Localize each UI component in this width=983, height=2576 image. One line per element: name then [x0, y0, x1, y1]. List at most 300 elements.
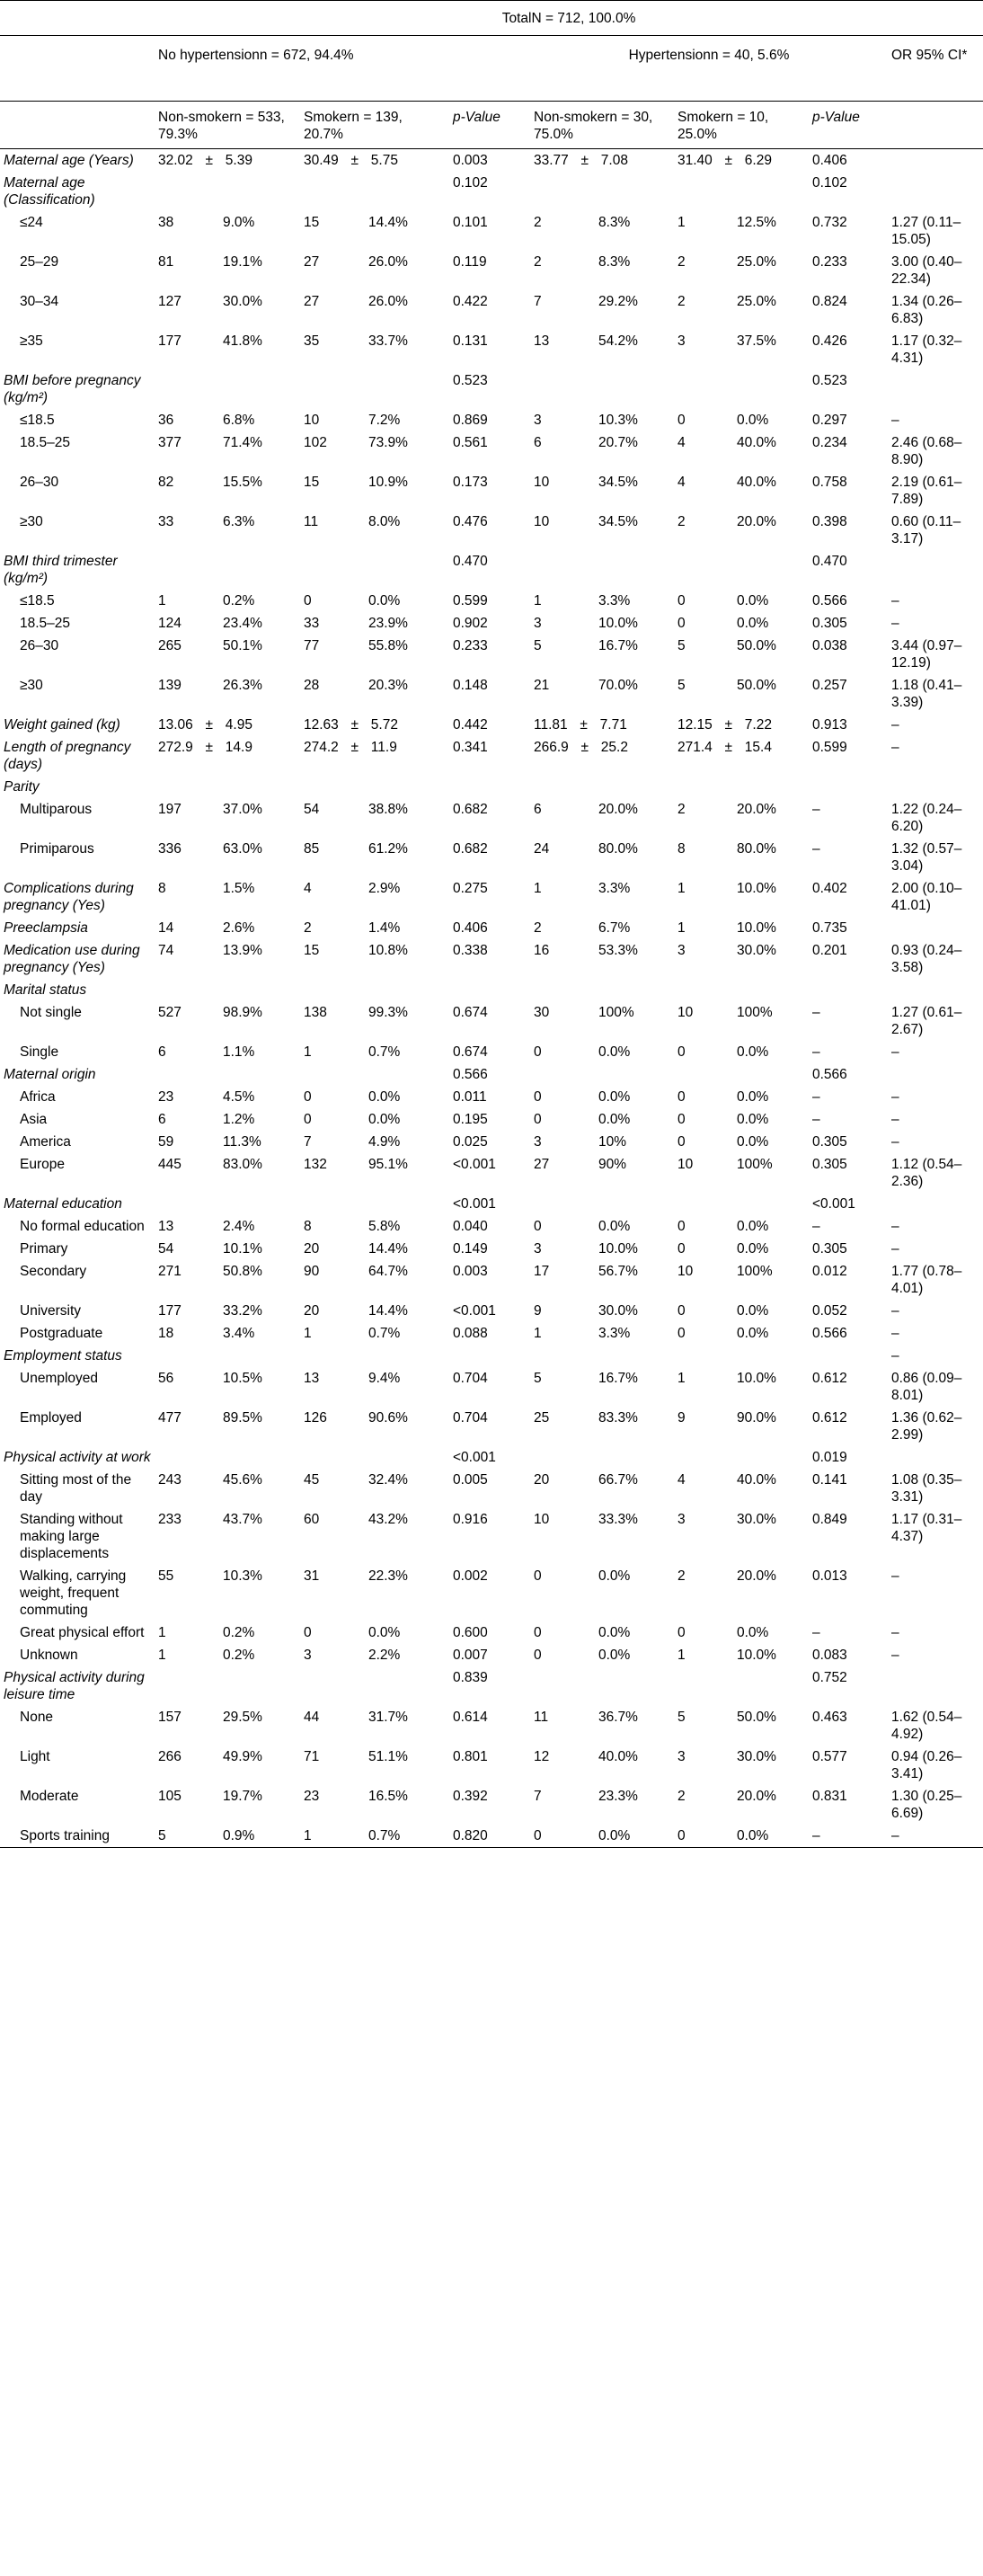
row-label: ≤18.5 — [20, 593, 55, 608]
row-label: No formal education — [20, 1219, 145, 1234]
nonsmoker-nohtn-pct: 1.2% — [223, 1112, 255, 1127]
odds-ratio: 1.22 (0.24–6.20) — [891, 802, 962, 834]
table-row — [0, 172, 983, 211]
nonsmoker-htn-pct: 20.0% — [598, 802, 638, 817]
row-label: ≤24 — [20, 215, 43, 230]
odds-ratio: – — [891, 1134, 899, 1150]
row-label: Walking, carrying weight, frequent commuting — [20, 1568, 127, 1618]
sd-value: 5.72 — [370, 717, 398, 733]
nonsmoker-nohtn-n: 74 — [158, 943, 174, 958]
pvalue-nohtn: 0.011 — [453, 1089, 487, 1105]
sd-value: 5.75 — [370, 153, 398, 168]
nonsmoker-htn-pct: 53.3% — [598, 943, 638, 958]
nonsmoker-nohtn-mean — [155, 736, 300, 776]
table-cell — [733, 1193, 809, 1215]
table-row — [0, 1666, 983, 1706]
pvalue-nohtn: 0.476 — [453, 514, 488, 529]
nonsmoker-htn-pct: 0.0% — [598, 1625, 631, 1640]
odds-ratio: – — [888, 1825, 983, 1848]
odds-ratio: 2.19 (0.61–7.89) — [891, 475, 962, 507]
odds-ratio: – — [891, 1625, 899, 1640]
mean-value: 30.49 — [304, 153, 339, 168]
nonsmoker-nohtn-pct: 10.3% — [223, 1568, 262, 1584]
nonsmoker-htn-n: 17 — [534, 1264, 550, 1279]
smoker-nohtn-pct: 8.0% — [368, 514, 401, 529]
table-cell — [300, 369, 365, 409]
table-cell — [530, 776, 595, 798]
odds-ratio: 0.93 (0.24–3.58) — [891, 943, 962, 975]
table-row — [0, 471, 983, 511]
odds-ratio: – — [891, 413, 899, 428]
smoker-nohtn-pct: 0.7% — [368, 1326, 401, 1341]
table-row — [0, 1345, 983, 1367]
table-cell — [300, 172, 365, 211]
nonsmoker-htn-pct: 3.3% — [598, 881, 631, 896]
nonsmoker-htn-n: 0 — [534, 1568, 542, 1584]
plus-minus-sign: ± — [580, 717, 588, 733]
nonsmoker-nohtn-n: 56 — [158, 1371, 174, 1386]
smoker-htn-pct: 10.0% — [737, 920, 776, 936]
nonsmoker-htn-pct: 70.0% — [598, 678, 638, 693]
table-cell — [365, 776, 449, 798]
or-header: OR 95% CI* — [888, 36, 983, 102]
pvalue-nohtn: 0.600 — [453, 1625, 488, 1640]
smoker-nohtn-pct: 26.0% — [368, 254, 408, 270]
pvalue-nohtn: <0.001 — [453, 1450, 496, 1465]
row-label: None — [20, 1710, 54, 1725]
smoker-nohtn-n: 85 — [304, 841, 320, 857]
smoker-htn-n: 2 — [677, 294, 686, 309]
nonsmoker-nohtn-n: 55 — [158, 1568, 174, 1584]
table-cell — [155, 776, 219, 798]
category-label: Physical activity at work — [4, 1450, 151, 1465]
pvalue-htn: – — [812, 802, 820, 817]
header-row-groups — [0, 36, 983, 102]
smoker-htn-n: 2 — [677, 254, 686, 270]
nonsmoker-htn-pct: 33.3% — [598, 1512, 638, 1527]
nonsmoker-nohtn-pct: 11.3% — [223, 1134, 261, 1150]
table-cell — [155, 550, 219, 590]
nonsmoker-nohtn-pct: 10.1% — [223, 1241, 262, 1257]
nonsmoker-nohtn-n: 377 — [158, 435, 182, 450]
nonsmoker-htn-pct: 10.3% — [598, 413, 638, 428]
odds-ratio — [888, 550, 983, 590]
pvalue-htn: 0.012 — [812, 1264, 847, 1279]
plus-minus-sign: ± — [205, 717, 214, 733]
pvalue-nohtn: 0.025 — [453, 1134, 488, 1150]
nonsmoker-nohtn-pct: 0.2% — [223, 1648, 255, 1663]
nonsmoker-htn-n: 0 — [534, 1219, 542, 1234]
smoker-htn-pct: 0.0% — [737, 616, 769, 631]
table-cell — [300, 550, 365, 590]
nonsmoker-nohtn-n: 527 — [158, 1005, 182, 1020]
nonsmoker-htn-n: 2 — [534, 254, 542, 270]
smoker-nohtn-pct: 95.1% — [368, 1157, 408, 1172]
nonsmoker-nohtn-pct: 98.9% — [223, 1005, 262, 1020]
smoker-htn-n: 3 — [677, 1749, 686, 1764]
odds-ratio: 1.12 (0.54–2.36) — [891, 1157, 962, 1189]
pvalue-nohtn: 0.002 — [453, 1568, 488, 1584]
category-label: Maternal origin — [4, 1067, 96, 1082]
table-cell — [300, 1666, 365, 1706]
row-label: Asia — [20, 1112, 48, 1127]
table-cell — [674, 1446, 733, 1469]
nonsmoker-nohtn-pct: 37.0% — [223, 802, 262, 817]
pvalue-htn: <0.001 — [812, 1196, 855, 1212]
table-row — [0, 736, 983, 776]
table-cell — [155, 979, 219, 1001]
plus-minus-sign: ± — [205, 153, 214, 168]
mean-value: 271.4 — [677, 740, 713, 755]
smoker-nohtn-n: 15 — [304, 475, 320, 490]
table-cell — [595, 1345, 674, 1367]
nonsmoker-nohtn-pct: 13.9% — [223, 943, 262, 958]
table-cell — [219, 776, 300, 798]
nonsmoker-htn-mean — [530, 714, 674, 736]
pvalue-nohtn: 0.916 — [453, 1512, 488, 1527]
smoker-htn-pct: 25.0% — [737, 294, 776, 309]
row-label: Sports training — [0, 1825, 155, 1848]
nonsmoker-htn-pct: 0.0% — [598, 1044, 631, 1060]
smoker-nohtn-pct: 38.8% — [368, 802, 408, 817]
smoker-nohtn-n: 126 — [304, 1410, 327, 1426]
pvalue-nohtn: 0.088 — [453, 1326, 488, 1341]
nonsmoker-htn-pct: 100% — [598, 1005, 634, 1020]
table-cell — [219, 1666, 300, 1706]
odds-ratio: 1.30 (0.25–6.69) — [891, 1789, 962, 1821]
smoker-htn-n: 8 — [677, 841, 686, 857]
smoker-htn-pct: 25.0% — [737, 254, 776, 270]
header-row-subgroups — [0, 102, 983, 149]
nonsmoker-htn-n: 13 — [534, 333, 550, 349]
nonsmoker-htn-n: 1 — [534, 1326, 542, 1341]
row-label: University — [20, 1303, 82, 1319]
table-row — [0, 1785, 983, 1825]
pvalue-htn: 0.052 — [812, 1303, 847, 1319]
nonsmoker-htn-pct: 10% — [598, 1134, 627, 1150]
table-cell — [365, 369, 449, 409]
nonsmoker-htn-pct: 0.0% — [598, 1112, 631, 1127]
table-row — [0, 1238, 983, 1260]
table-row — [0, 1215, 983, 1238]
pvalue-nohtn: 0.869 — [453, 413, 488, 428]
smoker-htn-pct: 10.0% — [737, 1371, 776, 1386]
nonsmoker-htn-n: 16 — [534, 943, 550, 958]
odds-ratio: – — [891, 1241, 899, 1257]
table-cell — [595, 1666, 674, 1706]
pvalue-htn: – — [812, 1005, 820, 1020]
pvalue-nohtn: 0.275 — [453, 881, 488, 896]
nonsmoker-nohtn-pct: 50.1% — [223, 638, 262, 653]
mean-value: 266.9 — [534, 740, 569, 755]
table-row — [0, 714, 983, 736]
pvalue-nohtn: 0.003 — [453, 153, 488, 168]
category-label: Maternal age (Classification) — [4, 175, 95, 208]
nonsmoker-nohtn-n: 82 — [158, 475, 174, 490]
nonsmoker-nohtn-pct: 41.8% — [223, 333, 262, 349]
category-label: Employment status — [4, 1348, 122, 1364]
nonsmoker-htn-n: 0 — [534, 1648, 542, 1663]
smoker-htn-n: 2 — [677, 1789, 686, 1804]
nonsmoker-nohtn-n: 38 — [158, 215, 174, 230]
sd-value: 7.08 — [600, 153, 628, 168]
pvalue-nohtn: 0.392 — [453, 1789, 488, 1804]
table-cell — [365, 979, 449, 1001]
odds-ratio: 1.27 (0.61–2.67) — [891, 1005, 962, 1037]
table-cell — [219, 1193, 300, 1215]
table-cell — [530, 550, 595, 590]
table-cell — [300, 1345, 365, 1367]
smoker-nohtn-n: 2 — [304, 920, 312, 936]
nonsmoker-htn-n: 6 — [534, 435, 542, 450]
mean-value: 12.15 — [677, 717, 713, 733]
table-row — [0, 877, 983, 917]
smoker-htn-n: 1 — [677, 1648, 686, 1663]
category-label: BMI before pregnancy (kg/m²) — [4, 373, 141, 405]
table-cell — [733, 1446, 809, 1469]
nonsmoker-htn-n: 0 — [534, 1625, 542, 1640]
nonsmoker-htn-n: 11 — [534, 1710, 549, 1725]
row-label: Employed — [20, 1410, 82, 1426]
smoker-nohtn-pct: 22.3% — [368, 1568, 408, 1584]
nonsmoker-nohtn-pct: 71.4% — [223, 435, 262, 450]
table-row — [0, 1367, 983, 1407]
pvalue-nohtn: 0.704 — [453, 1371, 488, 1386]
smoker-nohtn-n: 7 — [304, 1134, 312, 1150]
nonsmoker-htn-pct: 16.7% — [598, 1371, 638, 1386]
odds-ratio: 1.27 (0.11–15.05) — [891, 215, 961, 247]
sd-value: 7.71 — [599, 717, 627, 733]
nonsmoker-nohtn-n: 81 — [158, 254, 174, 270]
odds-ratio: – — [891, 1303, 899, 1319]
nonsmoker-nohtn-n: 233 — [158, 1512, 182, 1527]
nonsmoker-nohtn-pct: 29.5% — [223, 1710, 262, 1725]
pvalue-nohtn: 0.119 — [453, 254, 487, 270]
odds-ratio: – — [891, 1568, 899, 1584]
nonsmoker-nohtn-n: 336 — [158, 841, 182, 857]
row-label: Africa — [20, 1089, 56, 1105]
nonsmoker-nohtn-n: 271 — [158, 1264, 182, 1279]
row-label: Single — [20, 1044, 59, 1060]
smoker-nohtn-pct: 14.4% — [368, 215, 408, 230]
pvalue-htn: 0.083 — [812, 1648, 847, 1663]
row-label: ≥35 — [20, 333, 43, 349]
pvalue-htn: 0.305 — [812, 1134, 847, 1150]
smoker-nohtn-pct: 23.9% — [368, 616, 408, 631]
table-row — [0, 1322, 983, 1345]
smoker-htn-n: 2 — [677, 802, 686, 817]
smoker-nohtn-pct: 2.9% — [368, 881, 401, 896]
nonsmoker-nohtn-n: 6 — [158, 1112, 166, 1127]
row-label: Standing without making large displacements — [20, 1512, 123, 1561]
smoker-nohtn-n: 28 — [304, 678, 320, 693]
nonsmoker-htn-n: 9 — [534, 1303, 542, 1319]
smoker-nohtn-pct: 1.4% — [368, 920, 401, 936]
pvalue-htn: 0.612 — [812, 1410, 847, 1426]
smoker-nohtn-pct: 32.4% — [368, 1472, 408, 1488]
pvalue-htn: 0.566 — [812, 593, 847, 608]
mean-value: 32.02 — [158, 153, 193, 168]
odds-ratio — [888, 979, 983, 1001]
smoker-htn-n: 5 — [677, 678, 686, 693]
table-row — [0, 1300, 983, 1322]
nonsmoker-nohtn-pct: 30.0% — [223, 294, 262, 309]
nonsmoker-htn-n: 10 — [534, 475, 550, 490]
nonsmoker-htn-pct: 0.0% — [598, 1568, 631, 1584]
pvalue-htn: 0.398 — [812, 514, 847, 529]
pvalue-nohtn: 0.101 — [453, 215, 488, 230]
smoker-htn-pct: 0.0% — [737, 593, 769, 608]
nonsmoker-nohtn-pct: 6.3% — [223, 514, 255, 529]
odds-ratio: 3.00 (0.40–22.34) — [891, 254, 962, 287]
smoker-nohtn-n: 15 — [304, 215, 320, 230]
table-row — [0, 149, 983, 173]
smoker-nohtn-pct: 61.2% — [368, 841, 408, 857]
pvalue-htn: 0.577 — [812, 1749, 847, 1764]
nonsmoker-htn-mean — [530, 736, 674, 776]
table-row — [0, 1108, 983, 1131]
row-label: Weight gained (kg) — [4, 717, 120, 733]
nonsmoker-nohtn-header: Non-smokern = 533, 79.3% — [155, 102, 300, 149]
smoker-nohtn-n: 15 — [304, 943, 320, 958]
pvalue-nohtn — [449, 1345, 530, 1367]
smoker-htn-n: 4 — [677, 475, 686, 490]
table-cell — [365, 1446, 449, 1469]
odds-ratio: – — [891, 1219, 899, 1234]
pvalue-htn: 0.758 — [812, 475, 847, 490]
row-label: ≥30 — [20, 514, 43, 529]
smoker-htn-pct: 100% — [737, 1005, 773, 1020]
nonsmoker-nohtn-pct: 6.8% — [223, 413, 255, 428]
no-hypertension-header: No hypertensionn = 672, 94.4% — [155, 36, 530, 102]
smoker-nohtn-n: 20 — [304, 1303, 320, 1319]
table-row — [0, 1193, 983, 1215]
table-cell — [674, 1193, 733, 1215]
nonsmoker-nohtn-n: 1 — [158, 593, 166, 608]
row-label: 26–30 — [20, 638, 59, 653]
pvalue-htn: 0.038 — [812, 638, 847, 653]
nonsmoker-nohtn-mean — [155, 714, 300, 736]
pvalue-htn: 0.297 — [812, 413, 847, 428]
plus-minus-sign: ± — [724, 717, 733, 733]
nonsmoker-htn-n: 3 — [534, 413, 542, 428]
row-label: 30–34 — [20, 294, 59, 309]
nonsmoker-nohtn-pct: 0.2% — [223, 1625, 255, 1640]
pvalue-nohtn: 0.148 — [453, 678, 488, 693]
row-label: Preeclampsia — [4, 920, 88, 936]
nonsmoker-htn-pct: 16.7% — [598, 638, 638, 653]
nonsmoker-nohtn-pct: 26.3% — [223, 678, 262, 693]
nonsmoker-htn-pct: 83.3% — [598, 1410, 638, 1426]
smoker-nohtn-pct: 20.3% — [368, 678, 408, 693]
row-label: ≥30 — [20, 678, 43, 693]
sd-value: 6.29 — [744, 153, 772, 168]
smoker-nohtn-n: 27 — [304, 254, 320, 270]
smoker-nohtn-n: 20 — [304, 1241, 320, 1257]
table-row — [0, 674, 983, 714]
nonsmoker-htn-n: 6 — [534, 802, 542, 817]
pvalue-htn-header: p-Value — [809, 102, 888, 149]
nonsmoker-nohtn-n: 13 — [158, 1219, 174, 1234]
table-row — [0, 1565, 983, 1621]
nonsmoker-nohtn-n: 33 — [158, 514, 174, 529]
pvalue-nohtn: 0.682 — [453, 841, 488, 857]
odds-ratio: – — [891, 1089, 899, 1105]
smoker-htn-n: 0 — [677, 593, 686, 608]
odds-ratio — [888, 369, 983, 409]
table-cell — [674, 1345, 733, 1367]
odds-ratio: 1.77 (0.78–4.01) — [891, 1264, 962, 1296]
nonsmoker-nohtn-pct: 33.2% — [223, 1303, 262, 1319]
pvalue-htn: 0.102 — [812, 175, 847, 191]
smoker-htn-n: 0 — [677, 1089, 686, 1105]
category-label: Marital status — [4, 982, 87, 998]
nonsmoker-htn-pct: 30.0% — [598, 1303, 638, 1319]
pvalue-htn: 0.233 — [812, 254, 847, 270]
smoker-nohtn-n: 138 — [304, 1005, 327, 1020]
table-row — [0, 1825, 983, 1848]
smoker-nohtn-pct: 14.4% — [368, 1303, 408, 1319]
table-cell — [300, 979, 365, 1001]
table-row — [0, 1407, 983, 1446]
sd-value: 25.2 — [600, 740, 628, 755]
table-cell — [300, 776, 365, 798]
smoker-nohtn-n: 77 — [304, 638, 320, 653]
pvalue-nohtn: 0.102 — [453, 175, 488, 191]
table-cell — [219, 1345, 300, 1367]
nonsmoker-nohtn-pct: 49.9% — [223, 1749, 262, 1764]
nonsmoker-htn-n: 0 — [534, 1089, 542, 1105]
pvalue-htn: 0.732 — [812, 215, 847, 230]
odds-ratio: – — [891, 1348, 899, 1364]
smoker-nohtn-n: 0 — [304, 593, 312, 608]
pvalue-nohtn: 0.599 — [453, 593, 488, 608]
pvalue-htn: 0.013 — [812, 1568, 847, 1584]
row-label: Length of pregnancy (days) — [4, 740, 131, 772]
table-cell — [674, 550, 733, 590]
pvalue-htn: 0.305 — [812, 616, 847, 631]
pvalue-htn: – — [809, 1825, 888, 1848]
nonsmoker-htn-pct: 29.2% — [598, 294, 638, 309]
smoker-nohtn-pct: 90.6% — [368, 1410, 408, 1426]
table-cell — [300, 1193, 365, 1215]
smoker-nohtn-pct: 0.0% — [368, 1112, 401, 1127]
nonsmoker-nohtn-pct: 23.4% — [223, 616, 262, 631]
table-row — [0, 590, 983, 612]
table-row — [0, 612, 983, 635]
nonsmoker-nohtn-n: 265 — [158, 638, 182, 653]
pvalue-nohtn: 0.338 — [453, 943, 488, 958]
smoker-htn-pct: 30.0% — [737, 1749, 776, 1764]
pvalue-htn: 0.831 — [812, 1789, 847, 1804]
smoker-htn-n: 3 — [677, 333, 686, 349]
smoker-nohtn-pct: 55.8% — [368, 638, 408, 653]
pvalue-nohtn: 0.007 — [453, 1648, 488, 1663]
smoker-htn-mean — [674, 736, 809, 776]
pvalue-htn: 0.849 — [812, 1512, 847, 1527]
odds-ratio — [888, 149, 983, 173]
smoker-nohtn-pct: 10.9% — [368, 475, 408, 490]
table-cell — [674, 1666, 733, 1706]
smoker-nohtn-pct: 64.7% — [368, 1264, 408, 1279]
mean-value: 33.77 — [534, 153, 569, 168]
odds-ratio: – — [891, 740, 899, 755]
nonsmoker-htn-n: 0 — [534, 1044, 542, 1060]
nonsmoker-nohtn-pct: 43.7% — [223, 1512, 262, 1527]
pvalue-nohtn: 0.005 — [453, 1472, 488, 1488]
nonsmoker-nohtn-n: 139 — [158, 678, 182, 693]
nonsmoker-htn-pct: 34.5% — [598, 514, 638, 529]
